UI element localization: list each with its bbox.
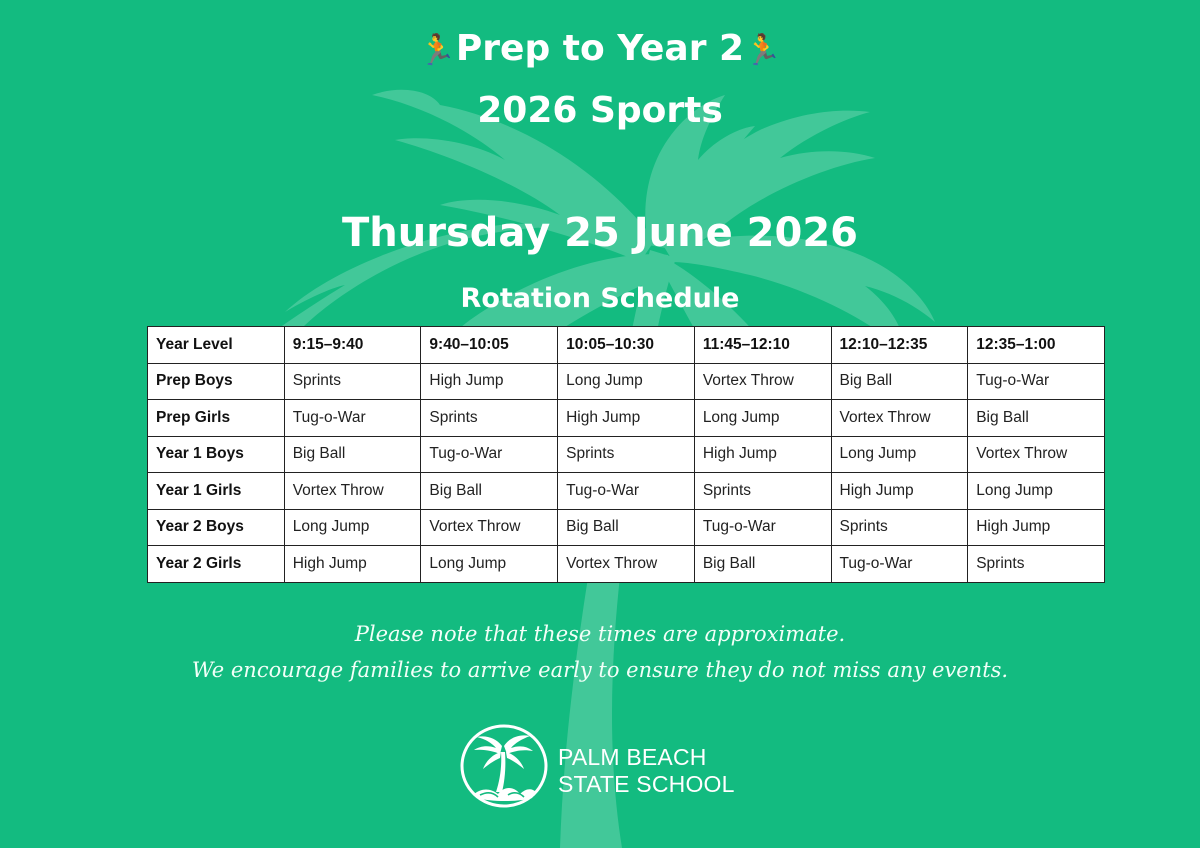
row-header: Year 2 Girls	[148, 546, 285, 583]
school-name-line-1: PALM BEACH	[558, 744, 707, 770]
table-cell: Tug-o-War	[831, 546, 968, 583]
table-cell: Vortex Throw	[284, 473, 421, 510]
table-cell: Vortex Throw	[694, 363, 831, 400]
table-cell: High Jump	[284, 546, 421, 583]
table-cell: Tug-o-War	[694, 509, 831, 546]
table-row	[148, 473, 1105, 510]
table-cell: Long Jump	[284, 509, 421, 546]
title-line-2: 2026 Sports	[477, 90, 723, 131]
table-cell: Big Ball	[968, 400, 1105, 437]
table-row	[148, 436, 1105, 473]
table-cell: High Jump	[831, 473, 968, 510]
table-cell: Sprints	[694, 473, 831, 510]
table-cell: Sprints	[968, 546, 1105, 583]
table-row	[148, 400, 1105, 437]
table-cell: Tug-o-War	[284, 400, 421, 437]
table-cell: Big Ball	[831, 363, 968, 400]
table-cell: Sprints	[558, 436, 695, 473]
table-cell: Long Jump	[968, 473, 1105, 510]
column-header: 9:15–9:40	[284, 327, 421, 364]
table-cell: Tug-o-War	[558, 473, 695, 510]
table-cell: Sprints	[284, 363, 421, 400]
table-row	[148, 509, 1105, 546]
school-name-line-2: STATE SCHOOL	[558, 771, 735, 797]
table-header-row	[148, 327, 1105, 364]
table-cell: Sprints	[831, 509, 968, 546]
column-header: 12:10–12:35	[831, 327, 968, 364]
title-line-1: Prep to Year 2	[455, 28, 745, 69]
table-cell: Big Ball	[421, 473, 558, 510]
table-cell: Tug-o-War	[421, 436, 558, 473]
table-cell: Big Ball	[694, 546, 831, 583]
table-cell: Tug-o-War	[968, 363, 1105, 400]
table-cell: Big Ball	[558, 509, 695, 546]
table-cell: Long Jump	[558, 363, 695, 400]
table-cell: Big Ball	[284, 436, 421, 473]
column-header: 10:05–10:30	[558, 327, 695, 364]
row-header: Prep Girls	[148, 400, 285, 437]
column-header: 12:35–1:00	[968, 327, 1105, 364]
row-header: Year 1 Girls	[148, 473, 285, 510]
row-header: Year 1 Boys	[148, 436, 285, 473]
palm-tree-logo-icon	[460, 724, 550, 808]
row-header: Year 2 Boys	[148, 509, 285, 546]
table-cell: Vortex Throw	[421, 509, 558, 546]
table-cell: Vortex Throw	[558, 546, 695, 583]
column-header: 9:40–10:05	[421, 327, 558, 364]
event-date: Thursday 25 June 2026	[342, 210, 858, 256]
table-cell: Long Jump	[831, 436, 968, 473]
table-cell: High Jump	[694, 436, 831, 473]
column-header: Year Level	[148, 327, 285, 364]
page-title	[0, 28, 1200, 69]
rotation-schedule-table	[147, 326, 1105, 583]
table-cell: Long Jump	[421, 546, 558, 583]
table-row	[148, 546, 1105, 583]
runner-icon: 🏃	[744, 33, 782, 68]
table-cell: Sprints	[421, 400, 558, 437]
table-cell: High Jump	[421, 363, 558, 400]
runner-icon: 🏃	[418, 33, 456, 68]
table-cell: High Jump	[558, 400, 695, 437]
schedule-subtitle: Rotation Schedule	[460, 283, 740, 314]
table-cell: Vortex Throw	[968, 436, 1105, 473]
table-row	[148, 363, 1105, 400]
row-header: Prep Boys	[148, 363, 285, 400]
table-cell: Long Jump	[694, 400, 831, 437]
column-header: 11:45–12:10	[694, 327, 831, 364]
approximate-times-note: Please note that these times are approximate.	[354, 622, 846, 646]
arrive-early-note: We encourage families to arrive early to ensure they do not miss any events.	[191, 658, 1009, 682]
table-cell: Vortex Throw	[831, 400, 968, 437]
table-cell: High Jump	[968, 509, 1105, 546]
